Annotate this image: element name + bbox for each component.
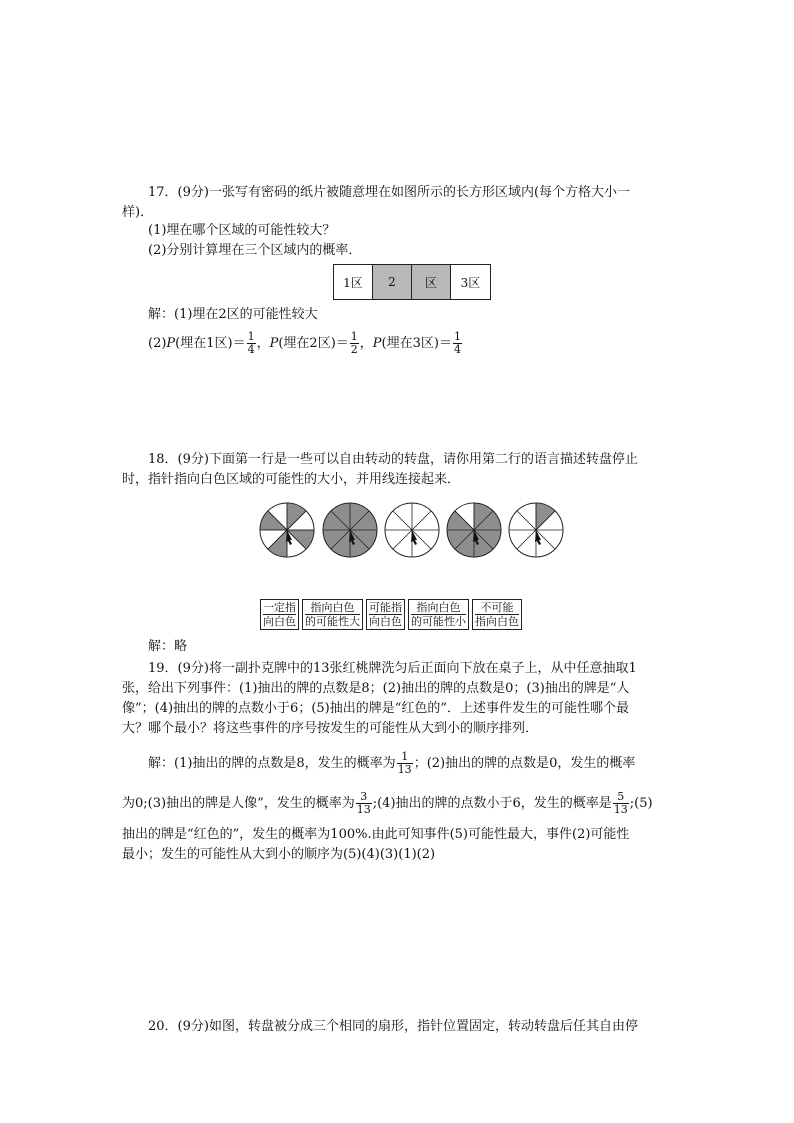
q19-line4: 大？哪个最小？将这些事件的序号按发生的可能性从大到小的顺序排列． (122, 721, 539, 736)
fraction: $\frac{1}{2}$ (350, 330, 358, 356)
q18-answer: 解：略 (148, 639, 188, 654)
label-box-possible: 可能指 向白色 (366, 599, 405, 630)
comma: ， (359, 336, 373, 351)
q19-answer2-post: ;(5) (629, 796, 653, 811)
label-box-unlikely: 指向白色 的可能性小 (408, 599, 469, 630)
comma: ， (256, 336, 270, 351)
q17-answer1: 解：(1)埋在2区的可能性较大 (148, 307, 318, 322)
fraction: $\frac{1}{4}$ (247, 330, 255, 356)
q18-line1: 18．(9分)下面第一行是一些可以自由转动的转盘，请你用第二行的语言描述转盘停止 (148, 452, 638, 467)
q19-answer1-post: ；(2)抽出的牌的点数是0，发生的概率 (413, 756, 636, 771)
p-symbol: P (269, 336, 279, 351)
q17-sub2: (2)分别计算埋在三个区域内的概率． (148, 243, 362, 258)
grid-cell-2: 2 (373, 265, 412, 299)
q19-line2: 张，给出下列事件：(1)抽出的牌的点数是8；(2)抽出的牌的点数是0；(3)抽出的牌是“人 (122, 681, 630, 696)
region-grid (333, 264, 491, 300)
spinner-wheel-2 (322, 502, 378, 558)
q19-answer3: 抽出的牌是“红色的”，发生的概率为100%.由此可知事件(5)可能性最大，事件(2)可能性 (122, 827, 630, 842)
q19-answer2 (122, 790, 653, 818)
p-symbol: P (166, 336, 176, 351)
q17-expr1: (埋在1区)＝ (175, 336, 246, 351)
grid-cell-1: 1区 (334, 265, 373, 299)
fraction: $\frac{1}{13}$ (397, 750, 412, 776)
label-box-likely: 指向白色 的可能性大 (302, 599, 363, 630)
fraction: $\frac{1}{4}$ (453, 330, 461, 356)
q19-answer1 (148, 750, 635, 778)
grid-cell-4: 3区 (460, 275, 481, 290)
label-box-certain: 一定指 向白色 (260, 599, 299, 630)
q19-line1: 19．(9分)将一副扑克牌中的13张红桃牌洗匀后正面向下放在桌子上，从中任意抽取1 (148, 661, 637, 676)
q19-answer1-pre: 解：(1)抽出的牌的点数是8，发生的概率为 (148, 756, 396, 771)
q18-line2: 时，指针指向白色区域的可能性的大小，并用线连接起来． (122, 472, 461, 487)
q17-sub1: (1)埋在哪个区域的可能性较大？ (148, 223, 336, 238)
spinner-wheel-4 (446, 502, 502, 558)
q17-answer2-prefix: (2) (148, 336, 167, 351)
grid-cell-3: 区 (412, 265, 451, 299)
description-boxes (260, 599, 522, 630)
fraction: $\frac{5}{13}$ (613, 790, 628, 816)
q17-line1: 17．(9分)一张写有密码的纸片被随意埋在如图所示的长方形区域内(每个方格大小一 (148, 185, 631, 200)
spinner-wheel-1 (259, 502, 315, 558)
q20-line1: 20．(9分)如图，转盘被分成三个相同的扇形，指针位置固定，转动转盘后任其自由停 (148, 1019, 638, 1034)
q19-answer2-pre: 为0;(3)抽出的牌是人像”，发生的概率为 (122, 796, 355, 811)
label-box-impossible: 不可能 指向白色 (472, 599, 522, 630)
fraction: $\frac{3}{13}$ (356, 790, 371, 816)
q17-line2: 样)． (122, 205, 154, 220)
q17-expr2: (埋在2区)＝ (278, 336, 349, 351)
q17-expr3: (埋在3区)＝ (381, 336, 452, 351)
p-symbol: P (372, 336, 382, 351)
q19-line3: 像”；(4)抽出的牌的点数小于6；(5)抽出的牌是“红色的”．上述事件发生的可能性哪个最 (122, 701, 630, 716)
q19-answer2-mid: ;(4)抽出的牌的点数小于6，发生的概率是 (372, 796, 612, 811)
spinner-wheel-3 (384, 502, 440, 558)
q17-answer2 (148, 330, 463, 358)
q19-answer4: 最小；发生的可能性从大到小的顺序为(5)(4)(3)(1)(2) (122, 847, 436, 862)
spinner-wheel-5 (508, 502, 564, 558)
